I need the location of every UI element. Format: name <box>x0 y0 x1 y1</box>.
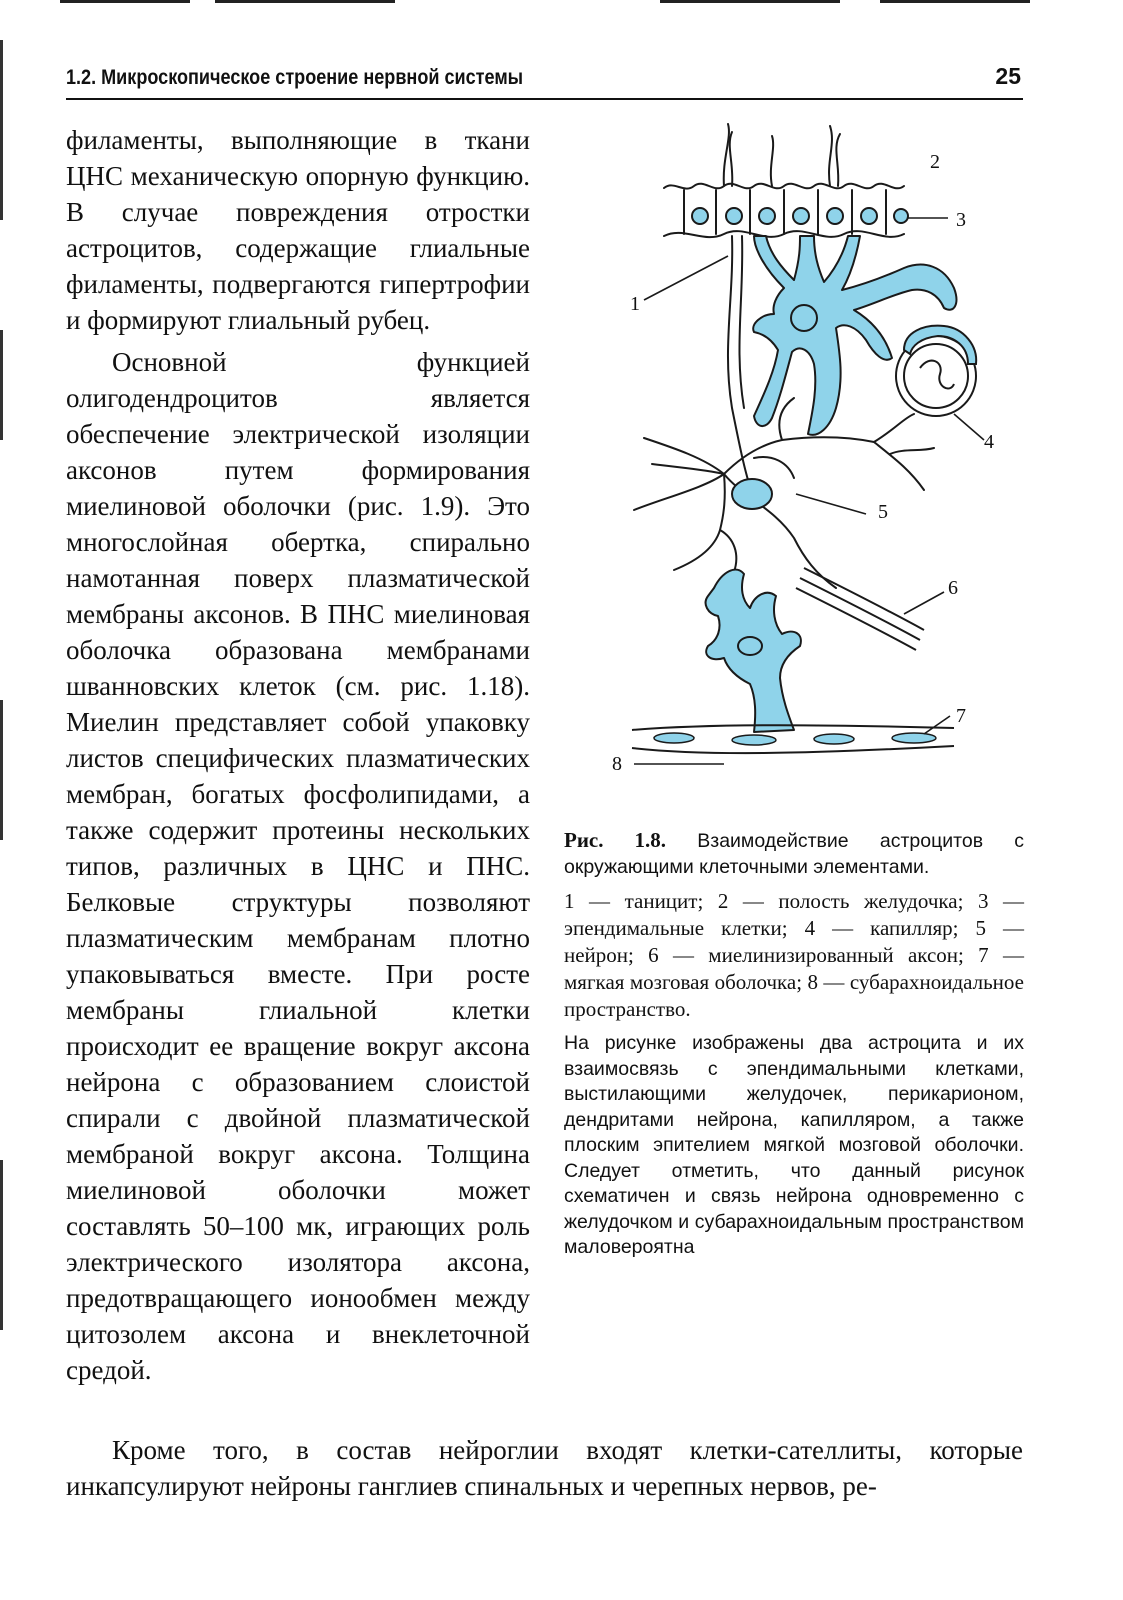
ependymal-nucleus <box>861 208 877 224</box>
neuron-nucleus <box>732 479 772 509</box>
label-3: 3 <box>956 209 966 231</box>
leader-line-5 <box>796 494 866 514</box>
ependymal-nucleus <box>894 209 908 223</box>
upper-astrocyte-nucleus <box>791 305 817 331</box>
label-7: 7 <box>956 705 966 727</box>
cilium <box>829 126 832 186</box>
label-6: 6 <box>948 577 958 599</box>
paragraph-oligodendrocytes: Основной функцией олигодендроцитов является обеспечение электрической изоляции аксонов путем формирования миелиновой оболочки (рис. 1.9). Это многослойная обертка, спирально намотанная поверх плазматической мембраны аксонов. В ПНС миелиновая оболочка образована мембранами шванновских клеток (см. рис. 1.18). Миелин представляет собой упаковку листов специфических плазматических мембран, богатых фосфолипидами, а также содержит протеины нескольких типов, различных в ЦНС и ПНС. Белковые структуры позволяют плазматическим мембранам плотно упаковываться вместе. При росте мембраны глиальной клетки происходит ее вращение вокруг аксона нейрона с образованием слоистой спирали с двойной плазматической мембраной вокруг аксона. Толщина миелиновой оболочки может составлять 50–100 мк, играющих роль электрического изолятора аксона, предотвращающего ионообмен между цитозолем аксона и внеклеточной средой. <box>66 347 530 1385</box>
ependymal-nucleus <box>827 208 843 224</box>
leader-line-7 <box>924 716 950 734</box>
pia-mater-line <box>632 746 954 753</box>
scan-edge-line <box>60 0 190 3</box>
ependymal-cell-borders <box>684 190 886 234</box>
label-2: 2 <box>930 151 940 173</box>
caption-title <box>564 828 1024 880</box>
ependymal-nucleus <box>759 208 775 224</box>
pia-cell <box>654 733 694 743</box>
caption-legend: 1 — таницит; 2 — полость желудочка; 3 — эпендимальные клетки; 4 — капилляр; 5 — нейрон; 6 — миелинизированный аксон; 7 — мягкая мозговая оболочка; 8 — субарахноидальное пространство. <box>564 889 1024 1021</box>
left-text-column <box>66 122 530 1388</box>
pia-cell <box>732 735 776 745</box>
label-5: 5 <box>878 501 888 523</box>
myelin-sheath-line <box>800 578 920 640</box>
label-8: 8 <box>612 753 622 775</box>
neuron-soma-outline <box>754 457 794 478</box>
scan-margin-mark <box>0 330 3 440</box>
running-header <box>66 60 1023 100</box>
cilium <box>771 136 773 186</box>
scan-margin-mark <box>0 1160 3 1330</box>
astrocyte-diagram <box>604 118 1024 798</box>
cilium <box>730 132 733 186</box>
ependymal-nucleus <box>692 208 708 224</box>
leader-line-1 <box>644 256 728 300</box>
bottom-text <box>66 1432 1023 1504</box>
scan-margin-mark <box>0 40 3 220</box>
label-4: 4 <box>984 431 994 453</box>
leader-line-4 <box>954 414 984 440</box>
figure-number: Рис. 1.8. <box>564 828 667 852</box>
figure-title: Взаимодействие астроцитов с окружающими клеточными элементами. <box>564 830 1025 878</box>
neuron-dendrite <box>674 474 725 570</box>
pia-cell <box>814 734 854 744</box>
leader-line-6 <box>904 592 944 614</box>
cilium <box>836 134 840 186</box>
figure-astrocytes <box>604 118 1024 798</box>
figure-caption <box>564 828 1024 1269</box>
cilium <box>724 124 729 186</box>
page-number: 25 <box>995 63 1021 89</box>
neuron-dendrite <box>890 448 934 454</box>
myelin-sheath-line <box>796 588 916 650</box>
neuron-dendrite <box>782 414 914 442</box>
scan-edge-line <box>880 0 1030 3</box>
chapter-title: 1.2. Микроскопическое строение нервной системы <box>66 66 524 89</box>
capillary-inner <box>904 344 968 408</box>
scan-edge-line <box>215 0 395 3</box>
paragraph-satellite-cells: Кроме того, в состав нейроглии входят клетки-сателлиты, которые инкапсулируют нейроны ганглиев спинальных и черепных нервов, ре- <box>66 1435 1023 1501</box>
lower-astrocyte-nucleus <box>738 637 762 655</box>
myelin-sheath-line <box>804 568 924 630</box>
capillary-lumen-cell <box>920 361 954 389</box>
ventricle-surface-line <box>664 184 904 189</box>
caption-description: На рисунке изображены два астроцита и их взаимосвязь с эпендимальными клетками, выстилающими желудочек, перикарионом, дендритами нейрона, капилляром, а также плоским эпителием мягкой мозговой оболочки. Следует отметить, что данный рисунок схематичен и связь нейрона одновременно с желудочком и субарахноидальным пространством маловероятна <box>564 1032 1024 1258</box>
paragraph-glial-filaments: филаменты, выполняющие в ткани ЦНС механическую опорную функцию. В случае повреждения отростки астроцитов, содержащие глиальные филаменты, подвергаются гипертрофии и формируют глиальный рубец. <box>66 125 530 335</box>
neuron-dendrite <box>720 530 736 572</box>
scan-margin-mark <box>0 700 3 840</box>
ependymal-nucleus <box>726 208 742 224</box>
tanycyte-process <box>739 236 744 408</box>
pia-cell <box>892 733 936 743</box>
label-1: 1 <box>630 293 640 315</box>
neuron-dendrite <box>634 438 724 510</box>
scan-edge-line <box>660 0 840 3</box>
ependymal-nucleus <box>793 208 809 224</box>
